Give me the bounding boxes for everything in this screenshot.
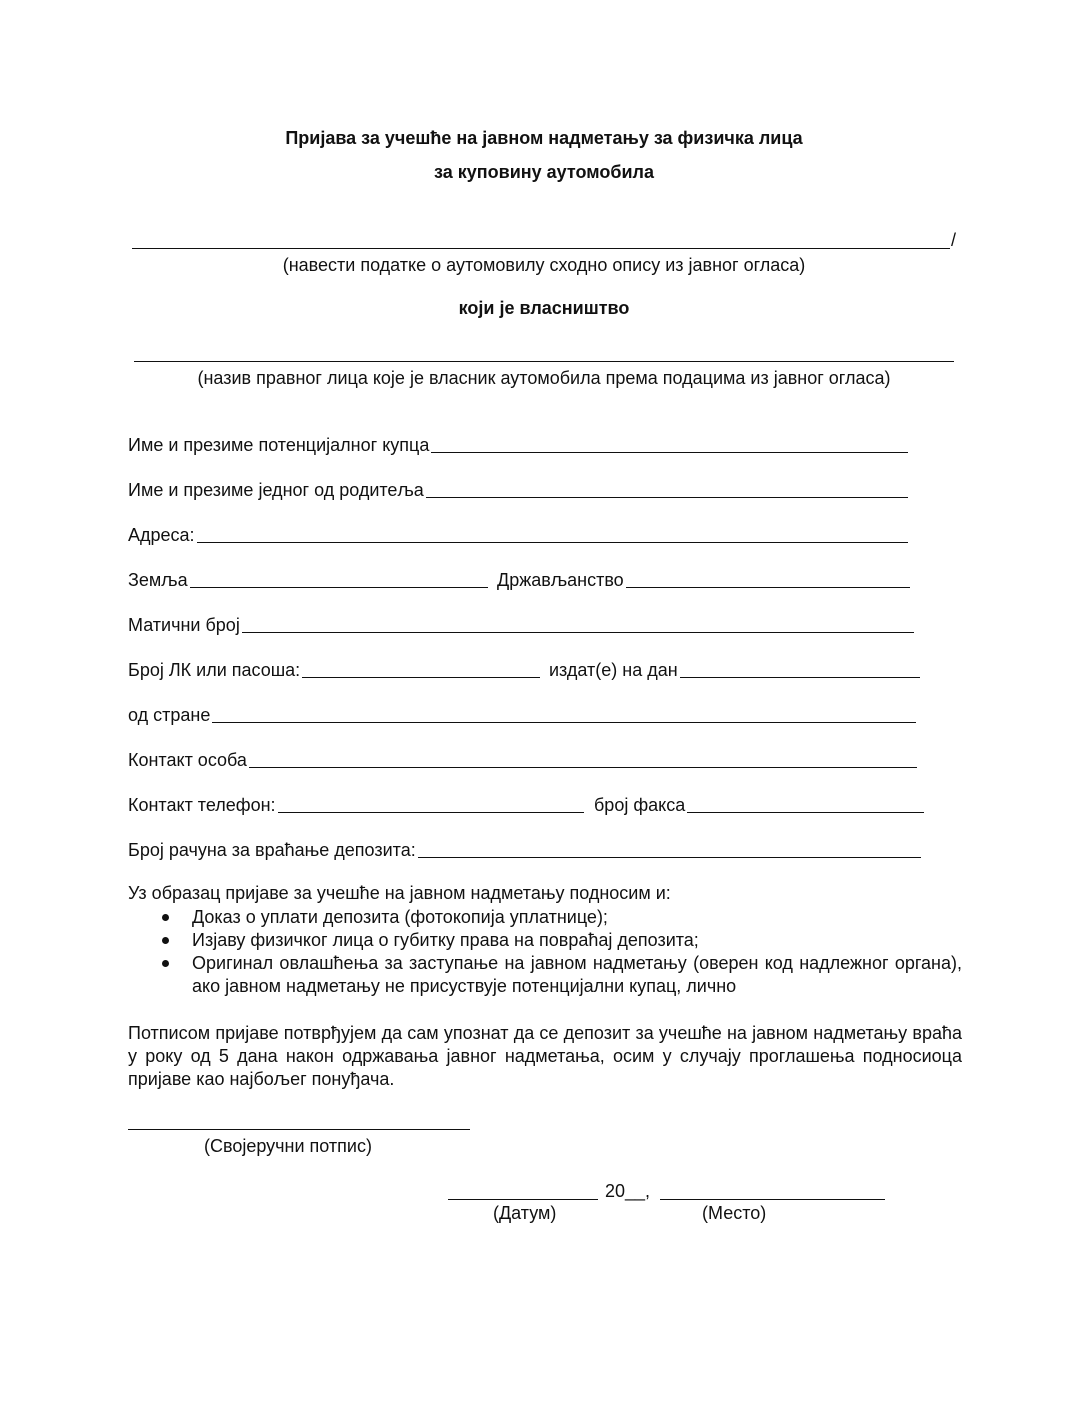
country-label: Земља (128, 570, 188, 590)
bullet-icon (162, 914, 169, 921)
year-text: 20__, (605, 1181, 651, 1201)
contact-phone-label: Контакт телефон: (128, 795, 276, 815)
account-field[interactable] (128, 837, 921, 861)
attachments-list (160, 906, 962, 998)
date-label: (Датум) (493, 1203, 557, 1223)
fax-field[interactable] (594, 792, 924, 816)
id-number-line[interactable] (242, 614, 914, 633)
contact-phone-line[interactable] (278, 794, 584, 813)
fax-line[interactable] (687, 794, 924, 813)
place-line[interactable] (660, 1199, 885, 1200)
account-label: Број рачуна за враћање депозита: (128, 840, 416, 860)
id-number-label: Матични број (128, 615, 240, 635)
country-field[interactable] (128, 567, 488, 591)
id-number-field[interactable] (128, 612, 914, 636)
car-info-hint: (навести податке о аутомовилу сходно опису из јавног огласа) (282, 255, 806, 275)
address-label: Адреса: (128, 525, 195, 545)
bullet-icon (162, 937, 169, 944)
parent-name-label: Име и презиме једног од родитеља (128, 480, 424, 500)
signature-line[interactable] (128, 1129, 470, 1130)
owner-hint: (назив правног лица које је власник аутомобила према подацима из јавног огласа) (197, 368, 891, 388)
parent-name-field[interactable] (128, 477, 908, 501)
id-card-field[interactable] (128, 657, 540, 681)
issued-on-field[interactable] (549, 657, 920, 681)
contact-phone-field[interactable] (128, 792, 584, 816)
contact-person-field[interactable] (128, 747, 917, 771)
issued-on-line[interactable] (680, 659, 920, 678)
address-field[interactable] (128, 522, 908, 546)
citizenship-label: Држављанство (497, 570, 624, 590)
buyer-name-field[interactable] (128, 432, 908, 456)
attachment-item: Изјаву физичког лица о губитку права на повраћај депозита; (160, 929, 962, 952)
id-card-label: Број ЛК или пасоша: (128, 660, 301, 680)
id-card-line[interactable] (302, 659, 540, 678)
place-label: (Место) (702, 1203, 767, 1223)
signature-label: (Својеручни потпис) (204, 1136, 372, 1156)
country-line[interactable] (190, 569, 488, 588)
owner-line[interactable] (134, 361, 954, 362)
citizenship-line[interactable] (626, 569, 910, 588)
attachments-intro: Уз образац пријаве за учешће на јавном надметању подносим и: (128, 883, 671, 903)
buyer-name-line[interactable] (431, 434, 908, 453)
issued-by-field[interactable] (128, 702, 916, 726)
statement-paragraph: Потписом пријаве потврђујем да сам упознат да се депозит за учешће на јавном надметању враћа у року од 5 дана након одржавања јавног надметања, осим у случају проглашења подносиоца пријаве као најбољег понуђача. (128, 1023, 962, 1089)
owner-heading: који је власништво (458, 298, 630, 318)
contact-person-line[interactable] (249, 749, 917, 768)
car-info-line[interactable] (132, 248, 950, 249)
account-line[interactable] (418, 839, 921, 858)
fax-label: број факса (594, 795, 686, 815)
citizenship-field[interactable] (497, 567, 910, 591)
address-line[interactable] (197, 524, 908, 543)
bullet-icon (162, 960, 169, 967)
date-line[interactable] (448, 1199, 598, 1200)
issued-by-label: од стране (128, 705, 211, 725)
parent-name-line[interactable] (426, 479, 908, 498)
buyer-name-label: Име и презиме потенцијалног купца (128, 435, 430, 455)
attachment-item: Доказ о уплати депозита (фотокопија уплатнице); (160, 906, 962, 929)
issued-by-line[interactable] (212, 704, 916, 723)
issued-on-label: издат(е) на дан (549, 660, 678, 680)
car-info-slash: / (951, 230, 957, 250)
contact-person-label: Контакт особа (128, 750, 247, 770)
attachment-item: Оригинал овлашћења за заступање на јавном надметању (оверен код надлежног органа), ако јавном надметању не присуствује потенцијални купац, лично (160, 952, 962, 998)
form-title-line-1: Пријава за учешће на јавном надметању за физичка лица (285, 128, 803, 148)
form-title-line-2: за куповину аутомобила (434, 162, 654, 182)
